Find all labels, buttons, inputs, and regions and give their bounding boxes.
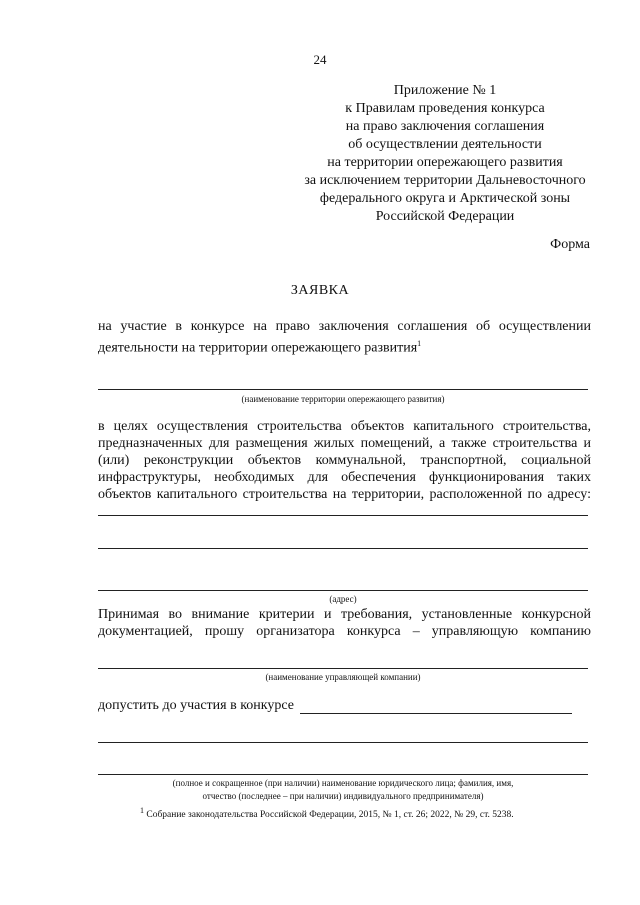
address-line-3[interactable] [98,590,588,591]
annex-header [280,82,610,226]
annex-line: Приложение № 1 [393,83,497,98]
company-name-line[interactable] [98,668,588,669]
page-number: 24 [313,52,327,67]
territory-name-line[interactable] [98,389,588,390]
territory-name-caption: (наименование территории опережающего развития) [241,394,445,404]
form-label: Форма [550,237,590,252]
intro-paragraph [98,318,591,357]
intro-text: на участие в конкурсе на право заключения соглашения об осуществлении деятельности на территории опережающего развития [98,319,591,356]
applicant-caption-line-1: (полное и сокращенное (при наличии) наименование юридического лица; фамилия, имя, [172,778,514,788]
footnote-text: Собрание законодательства Российской Федерации, 2015, № 1, ст. 26; 2022, № 29, ст. 5238. [146,810,514,821]
applicant-name-line-2[interactable] [98,742,588,743]
annex-line: федерального округа и Арктической зоны [319,191,571,206]
address-caption: (адрес) [329,594,357,604]
document-title: ЗАЯВКА [290,283,350,298]
footnote-reference: 1 [417,339,422,348]
company-name-caption: (наименование управляющей компании) [265,672,421,682]
purpose-paragraph: в целях осуществления строительства объектов капитального строительства, предназначенных для размещения жилых помещений, а также строительства и (или) реконструкции объектов коммунальной, транспортной, социальной инфраструктуры, необходимых для обеспечения функционирования таких объектов капитального строительства на территории, расположенной по адресу: [98,419,591,502]
applicant-name-line-inline[interactable] [300,699,572,714]
footnote-mark: 1 [140,806,144,815]
annex-line: на право заключения соглашения [345,119,545,134]
admit-label: допустить до участия в конкурсе [98,698,294,713]
admit-row [98,698,591,714]
address-line-1[interactable] [98,515,588,516]
annex-line: об осуществлении деятельности [348,137,542,152]
annex-line: Российской Федерации [375,209,515,224]
annex-line: к Правилам проведения конкурса [345,101,545,116]
applicant-caption-line-2: отчество (последнее – при наличии) индивидуального предпринимателя) [202,791,484,801]
applicant-name-line-3[interactable] [98,774,588,775]
annex-line: за исключением территории Дальневосточного [304,173,586,188]
address-line-2[interactable] [98,548,588,549]
footnote [140,806,540,820]
annex-line: на территории опережающего развития [327,155,563,170]
criteria-paragraph: Принимая во внимание критерии и требования, установленные конкурсной документацией, прошу организатора конкурса – управляющую компанию [98,607,591,639]
